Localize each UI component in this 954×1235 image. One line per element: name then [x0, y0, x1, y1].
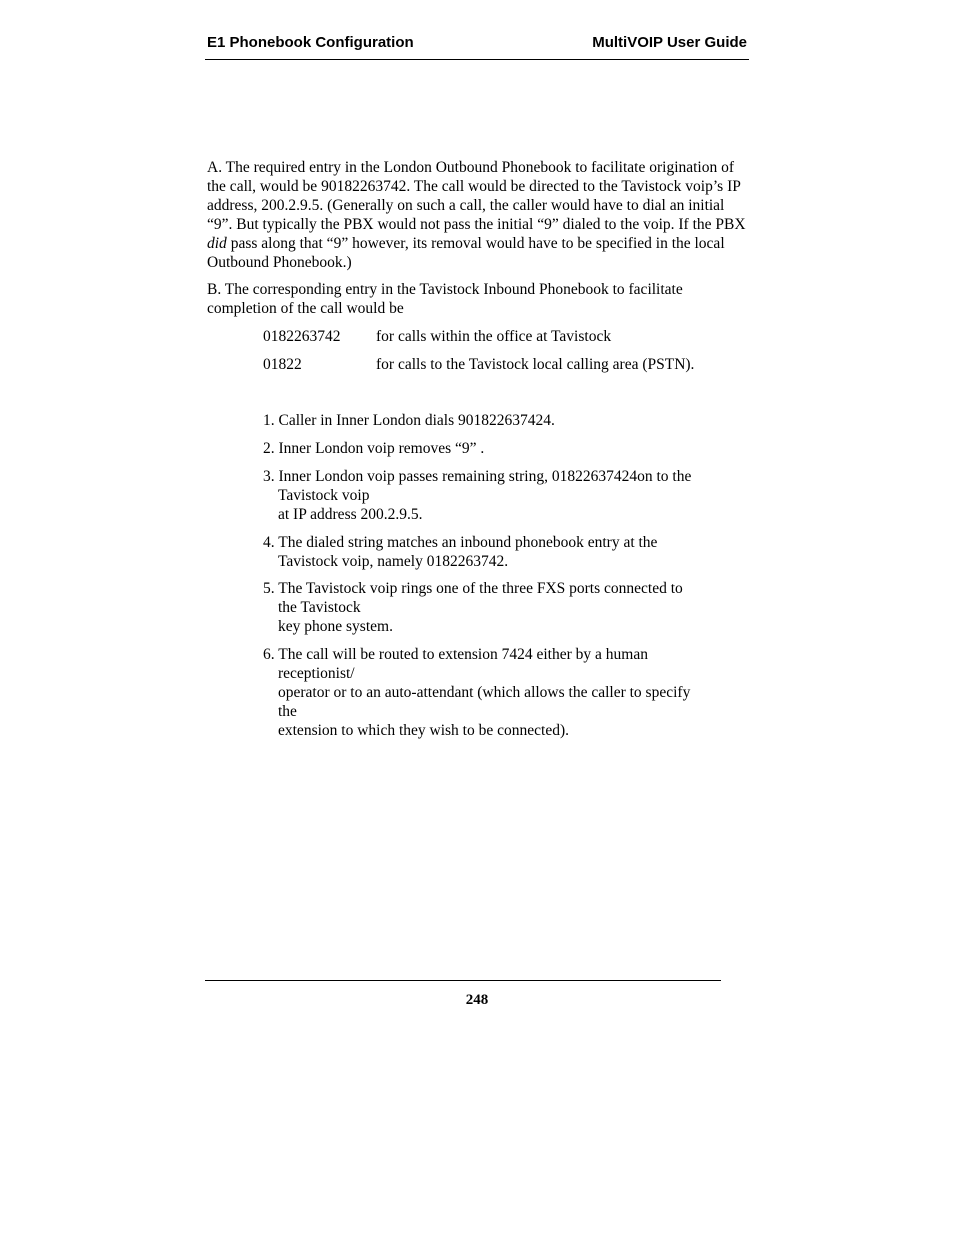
section-title: E1 Phonebook Configuration	[207, 34, 414, 51]
step-line: at IP address 200.2.9.5.	[278, 506, 423, 523]
header-divider	[205, 59, 749, 60]
document-title: MultiVOIP User Guide	[592, 34, 747, 51]
step-line: the	[278, 703, 297, 720]
step-line: 4. The dialed string matches an inbound phonebook entry at the	[263, 534, 658, 551]
step-line: key phone system.	[278, 618, 393, 635]
step-6	[263, 645, 743, 740]
step-line: operator or to an auto-attendant (which allows the caller to specify	[278, 684, 691, 701]
step-line: Tavistock voip	[278, 487, 370, 504]
step-line: 2. Inner London voip removes “9” .	[263, 440, 485, 457]
footer-divider	[205, 980, 721, 981]
step-line: receptionist/	[278, 665, 355, 682]
step-3	[263, 467, 743, 524]
paragraph-a	[207, 158, 752, 272]
step-1	[263, 411, 743, 430]
step-4	[263, 533, 743, 571]
entry-number: 01822	[263, 356, 302, 373]
step-line: 5. The Tavistock voip rings one of the three FXS ports connected to	[263, 580, 683, 597]
step-line: the Tavistock	[278, 599, 361, 616]
step-2	[263, 439, 743, 458]
step-line: extension to which they wish to be connected).	[278, 722, 569, 739]
paragraph-a-italic: did	[207, 235, 227, 252]
page-number: 248	[465, 992, 489, 1008]
entry-description: for calls within the office at Tavistock	[376, 328, 612, 345]
step-line: 3. Inner London voip passes remaining string, 01822637424on to the	[263, 468, 692, 485]
entry-description: for calls to the Tavistock local calling area (PSTN).	[376, 356, 695, 373]
step-line: 1. Caller in Inner London dials 901822637424.	[263, 412, 555, 429]
entry-number: 0182263742	[263, 328, 341, 345]
step-5	[263, 579, 743, 636]
paragraph-a-text-1: A. The required entry in the London Outbound Phonebook to facilitate origination of the call, would be 90182263742. The call would be directed to the Tavistock voip’s IP address, 200.2.9.5. (Generally on such a call, the caller would have to dial an initial “9”. But typically the PBX would not pass the initial “9” dialed to the voip. If the PBX	[207, 159, 746, 233]
step-line: 6. The call will be routed to extension 7424 either by a human	[263, 646, 648, 663]
paragraph-b: B. The corresponding entry in the Tavistock Inbound Phonebook to facilitate completion of the call would be	[207, 281, 683, 317]
step-line: Tavistock voip, namely 0182263742.	[278, 553, 509, 570]
paragraph-a-text-2: pass along that “9” however, its removal would have to be specified in the local Outbound Phonebook.)	[207, 235, 725, 271]
